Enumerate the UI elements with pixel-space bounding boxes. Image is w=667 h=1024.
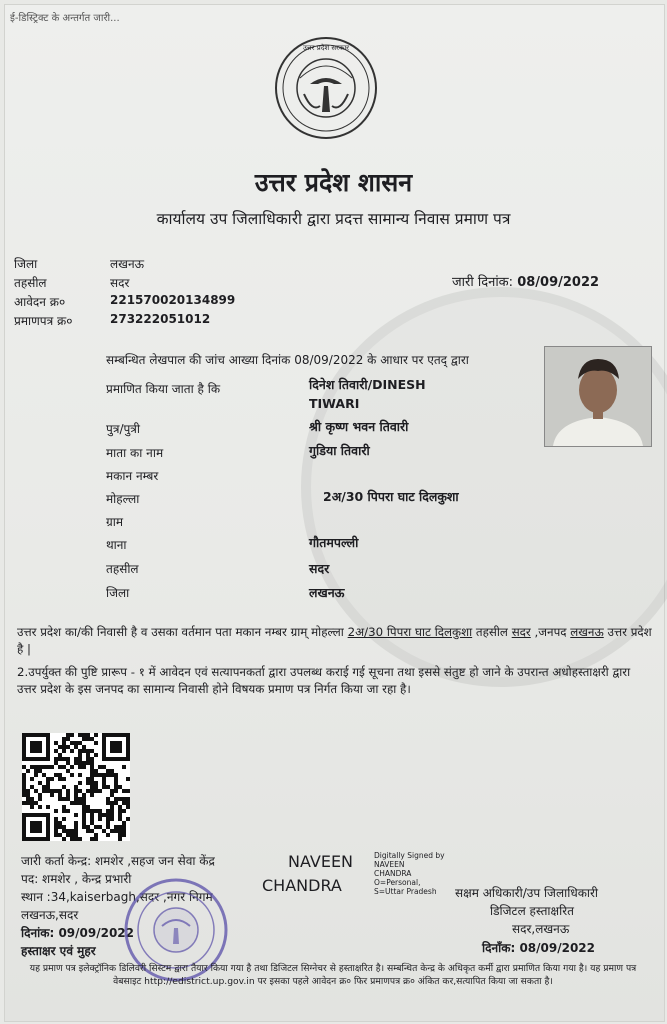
tehsil-label: तहसील	[14, 276, 47, 290]
issue-date-label: जारी दिनांक:	[452, 275, 514, 290]
issuer-post: पद: शमशेर , केन्द्र प्रभारी	[21, 872, 132, 886]
authority-office: सदर,लखनऊ	[512, 922, 570, 936]
digital-sig-line3: CHANDRA	[374, 869, 412, 878]
mother-value: गुडिया तिवारी	[309, 443, 370, 458]
footer-note: यह प्रमाण पत्र इलेक्ट्रॉनिक डिलिवरी सिस्टम द्वारा तैयार किया गया है तथा डिजिटल सिग्नेचर से हस्ताक्षरित है। सम्बन्धित केन्द्र के अधिकृत कर्मी द्वारा प्रमाणित किया गया है। यह प्रमाण पत्र वेबसाइट http://edistrict.up.gov.in पर इसका पहले आवेदन क्र० फिर प्रमाणपत्र क्र० अंकित कर,सत्यापित किया जा सकता है।	[29, 963, 637, 987]
qr-code-icon	[22, 733, 130, 841]
authority-date: दिनाँक: 08/09/2022	[482, 941, 596, 955]
issue-date	[452, 272, 599, 290]
para1-text-e: ,जनपद	[530, 625, 571, 639]
page-subtitle: कार्यालय उप जिलाधिकारी द्वारा प्रदत्त सामान्य निवास प्रमाण पत्र	[156, 210, 511, 228]
digital-sig-line1: Digitally Signed by	[374, 851, 445, 860]
parent-value: श्री कृष्ण भवन तिवारी	[309, 419, 409, 434]
mother-label: माता का नाम	[106, 446, 164, 460]
issue-date-value: 08/09/2022	[517, 275, 600, 290]
issuer-signature-label: हस्ताक्षर एवं मुहर	[21, 944, 96, 958]
application-no-value: 221570020134899	[110, 293, 236, 307]
para1-tehsil: सदर	[511, 625, 531, 639]
para1-text-a: उत्तर प्रदेश का/की निवासी है व उसका वर्तमान पता मकान नम्बर ग्राम् मोहल्ला	[17, 625, 348, 639]
top-note: ई-डिस्ट्रिक्ट के अन्तर्गत जारी...	[10, 13, 120, 24]
tehsil2-value: सदर	[309, 561, 330, 576]
issuer-city: लखनऊ,सदर	[21, 908, 79, 922]
digital-signature-details	[374, 851, 445, 896]
digital-sig-line4: O=Personal,	[374, 878, 421, 887]
page-title: उत्तर प्रदेश शासन	[254, 168, 413, 197]
signer-name-line2: CHANDRA	[262, 876, 342, 895]
applicant-photo	[544, 346, 652, 447]
tehsil2-label: तहसील	[106, 562, 139, 576]
authority-digital: डिजिटल हस्ताक्षरित	[490, 904, 574, 918]
application-no-label: आवेदन क्र०	[14, 295, 66, 309]
certify-label: प्रमाणित किया जाता है कि	[106, 382, 221, 396]
intro-text: सम्बन्धित लेखपाल की जांच आख्या दिनांक 08/09/2022 के आधार पर एतद् द्वारा	[106, 353, 469, 367]
para1-district: लखनऊ	[570, 625, 604, 639]
residence-paragraph	[17, 624, 653, 658]
digital-sig-line5: S=Uttar Pradesh	[374, 887, 437, 896]
holder-name-line2: TIWARI	[309, 396, 360, 411]
confirmation-paragraph: 2.उपर्युक्त की पुष्टि प्रारूप - १ में आवेदन एवं सत्यापनकर्ता द्वारा उपलब्ध कराई गई सूचना तथा इससे संतुष्ट हो जाने के उपरान्त अधोहस्ताक्षरी द्वारा उत्तर प्रदेश के इस जनपद का सामान्य निवासी होने विषयक प्रमाण पत्र निर्गत किया जा रहा है।	[17, 665, 631, 696]
certificate-no-value: 273222051012	[110, 312, 211, 326]
district-value: लखनऊ	[110, 257, 145, 271]
police-station-label: थाना	[106, 538, 127, 552]
emblem-text: उत्तर प्रदेश सरकार	[302, 44, 350, 52]
issuer-place: स्थान :34,kaiserbagh,सदर ,नगर निगम	[21, 890, 213, 904]
issuer-center: जारी कर्ता केन्द्र: शमशेर ,सहज जन सेवा केंद्र	[21, 854, 215, 868]
district2-label: जिला	[106, 586, 130, 600]
digital-sig-line2: NAVEEN	[374, 860, 405, 869]
holder-name-line1: दिनेश तिवारी/DINESH	[309, 377, 426, 392]
para1-text-c: तहसील	[472, 625, 512, 639]
para1-text-g: उत्तर प्रदेश है |	[17, 625, 652, 656]
police-station-value: गौतमपल्ली	[309, 535, 359, 550]
signer-name-line1: NAVEEN	[288, 852, 354, 871]
authority-designation: सक्षम अधिकारी/उप जिलाधिकारी	[455, 886, 599, 900]
village-label: ग्राम	[106, 515, 124, 529]
para1-address: 2अ/30 पिपरा घाट दिलकुशा	[347, 625, 473, 639]
district-label: जिला	[14, 257, 38, 271]
district2-value: लखनऊ	[309, 585, 345, 600]
house-no-label: मकान नम्बर	[106, 469, 159, 483]
certificate-no-label: प्रमाणपत्र क्र०	[14, 314, 73, 328]
parent-label: पुत्र/पुत्री	[106, 422, 141, 436]
issuer-date: दिनांक: 09/09/2022	[21, 926, 135, 940]
tehsil-value: सदर	[110, 276, 130, 290]
locality-label: मोहल्ला	[106, 492, 140, 506]
locality-value: 2अ/30 पिपरा घाट दिलकुशा	[323, 489, 459, 504]
